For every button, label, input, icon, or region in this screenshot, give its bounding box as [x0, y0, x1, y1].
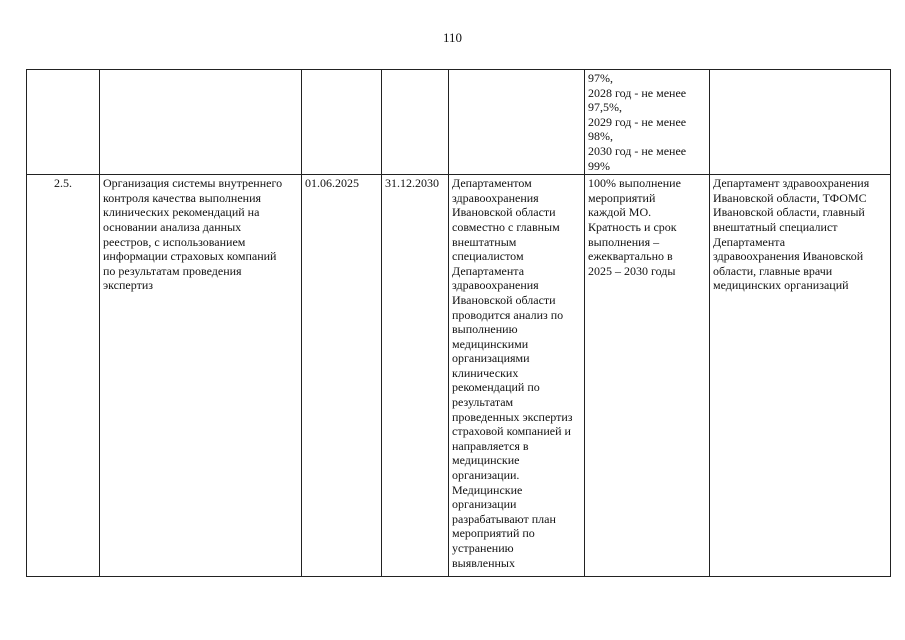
responsible-line: медицинских организаций [713, 278, 849, 293]
name-line: информации страховых компаний [103, 249, 277, 264]
cell-mechanism [449, 70, 585, 175]
responsible-line: области, главные врачи [713, 263, 833, 278]
mechanism-line: организациями [452, 351, 530, 366]
responsible-line: внештатный специалист [713, 219, 838, 234]
mechanism-line: устранению [452, 541, 514, 555]
responsible-line: Департамент здравоохранения [713, 176, 870, 191]
mechanism-line: выявленных [452, 555, 515, 570]
name-line: по результатам проведения [103, 263, 242, 278]
responsible-line: здравоохранения Ивановской [713, 249, 864, 264]
cell-number [27, 70, 100, 175]
mechanism-line: Медицинские [452, 482, 523, 497]
table-row-continued [27, 70, 891, 175]
cell-number: 2.5. [27, 175, 100, 577]
name-line: основании анализа данных [103, 219, 242, 234]
indicator-line: Кратность и срок [588, 219, 677, 234]
cell-mechanism [449, 175, 585, 577]
mechanism-line: выполнению [452, 322, 518, 337]
name-line: клинических рекомендаций на [103, 205, 260, 220]
responsible-line: Ивановской области, главный [713, 205, 865, 220]
cell-name [100, 70, 302, 175]
mechanism-line: здравоохранения [452, 190, 539, 205]
mechanism-line: мероприятий по [452, 526, 535, 541]
mechanism-line: Департаментом [452, 176, 532, 191]
cell-end-date: 31.12.2030 [382, 175, 449, 577]
name-line: реестров, с использованием [103, 234, 246, 249]
name-line: контроля качества выполнения [103, 190, 262, 205]
mechanism-line: медицинскими [452, 336, 529, 351]
mechanism-line: внештатным [452, 234, 517, 249]
cell-responsible [710, 175, 891, 577]
mechanism-line: разрабатывают план [452, 511, 556, 526]
name-line: экспертиз [103, 278, 154, 293]
indicator-line: 99% [588, 158, 610, 173]
mechanism-line: специалистом [452, 249, 524, 264]
name-line: Организация системы внутреннего [103, 176, 283, 191]
mechanism-line: здравоохранения [452, 278, 539, 293]
mechanism-line: совместно с главным [452, 219, 560, 234]
indicator-line: 97,5%, [588, 100, 622, 115]
cell-indicator [585, 175, 710, 577]
responsible-line: Департамента [713, 234, 786, 249]
indicator-line: 2030 год - не менее [588, 143, 687, 158]
indicator-line: 100% выполнение [588, 176, 681, 191]
mechanism-line: проведенных экспертиз [452, 409, 573, 424]
cell-responsible [710, 70, 891, 175]
mechanism-line: организации. [452, 468, 520, 483]
mechanism-line: страховой компанией и [452, 424, 571, 439]
mechanism-line: Департамента [452, 263, 525, 278]
cell-indicator [585, 70, 710, 175]
mechanism-line: Ивановской области [452, 292, 556, 307]
cell-start-date: 01.06.2025 [302, 175, 382, 577]
mechanism-line: организации [452, 497, 517, 512]
indicator-line: 2028 год - не менее [588, 85, 687, 100]
indicator-line: мероприятий [588, 190, 656, 205]
page-number: 110 [442, 30, 463, 45]
indicator-line: выполнения – [588, 234, 660, 249]
mechanism-line: медицинские [452, 453, 520, 468]
mechanism-line: рекомендаций по [452, 380, 540, 395]
mechanism-line: проводится анализ по [452, 307, 564, 322]
indicator-line: 97%, [588, 71, 613, 85]
table-row-2-5 [27, 175, 891, 577]
mechanism-line: направляется в [452, 438, 529, 453]
cell-end-date [382, 70, 449, 175]
indicator-line: ежеквартально в [588, 249, 673, 264]
responsible-line: Ивановской области, ТФОМС [713, 190, 867, 205]
measures-table [26, 69, 891, 577]
cell-name [100, 175, 302, 577]
mechanism-line: Ивановской области [452, 205, 556, 220]
cell-start-date [302, 70, 382, 175]
indicator-line: 2029 год - не менее [588, 114, 687, 129]
indicator-line: 2025 – 2030 годы [588, 263, 676, 278]
indicator-line: каждой МО. [588, 205, 652, 220]
indicator-line: 98%, [588, 129, 613, 144]
mechanism-line: результатам [452, 395, 514, 410]
mechanism-line: клинических [452, 365, 519, 380]
